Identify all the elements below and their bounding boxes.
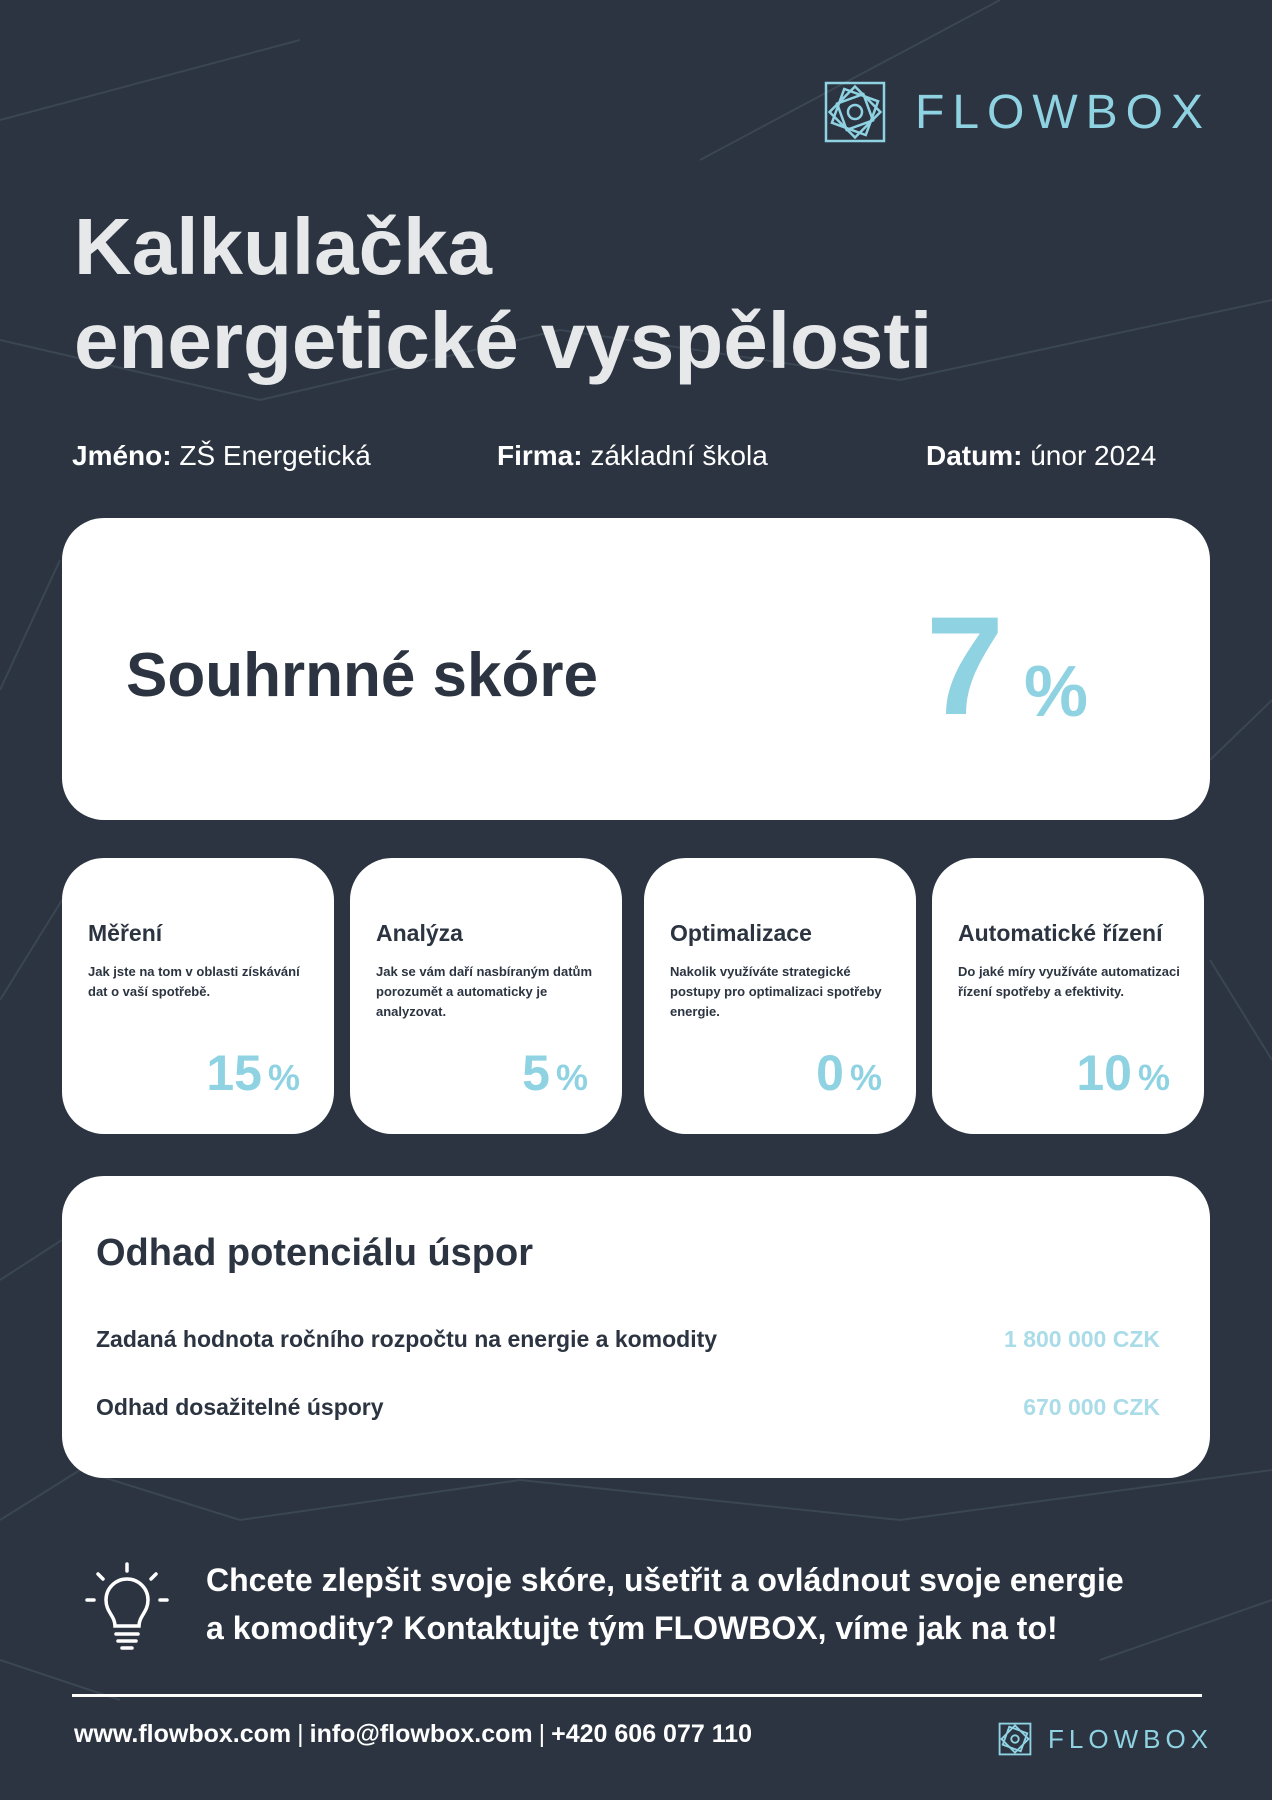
category-description: Jak se vám daří nasbíraným datům porozumět a automaticky je analyzovat. <box>376 964 593 1019</box>
category-card-mereni <box>62 858 334 1134</box>
meta-name-value: ZŠ Energetická <box>179 440 371 471</box>
category-score-unit: % <box>849 1057 882 1098</box>
category-score-value: 15 <box>206 1045 262 1101</box>
category-title: Automatické řízení <box>958 920 1163 946</box>
meta-company <box>497 440 768 472</box>
summary-score-unit: % <box>1024 652 1089 732</box>
category-title: Analýza <box>376 920 463 946</box>
category-card-optimalizace <box>644 858 916 1134</box>
meta-date-value: únor 2024 <box>1030 440 1157 471</box>
savings-row-label: Zadaná hodnota ročního rozpočtu na energie a komodity <box>96 1326 718 1352</box>
category-score <box>206 1044 300 1102</box>
category-description: Jak jste na tom v oblasti získávání dat o vaší spotřebě. <box>88 964 300 999</box>
meta-name-label: Jméno: <box>72 440 172 471</box>
flowbox-logo-footer <box>998 1722 1213 1756</box>
footer-phone-link[interactable]: +420 606 077 110 <box>551 1720 753 1748</box>
category-score <box>816 1044 882 1102</box>
meta-date <box>926 440 1156 472</box>
category-score-value: 0 <box>816 1045 844 1101</box>
title-line-1: Kalkulačka <box>74 202 493 291</box>
cta-line-1: Chcete zlepšit svoje skóre, ušetřit a ovládnout svoje energie <box>206 1562 1124 1598</box>
footer-divider <box>72 1694 1202 1697</box>
category-description: Nakolik využíváte strategické postupy pro optimalizaci spotřeby energie. <box>670 964 882 1019</box>
category-score-unit: % <box>555 1057 588 1098</box>
savings-row-label: Odhad dosažitelné úspory <box>96 1394 384 1420</box>
category-score <box>522 1044 588 1102</box>
footer-separator: | <box>538 1720 546 1748</box>
meta-company-value: základní škola <box>590 440 768 471</box>
flowbox-logo-icon <box>998 1722 1032 1756</box>
call-to-action <box>206 1556 1206 1652</box>
summary-score-label: Souhrnné skóre <box>126 641 598 710</box>
flowbox-logo-icon <box>823 80 887 144</box>
meta-name <box>72 440 371 472</box>
category-score-value: 5 <box>522 1045 550 1101</box>
footer-separator: | <box>297 1720 304 1748</box>
savings-row-estimate <box>96 1394 1160 1421</box>
meta-company-label: Firma: <box>497 440 583 471</box>
flowbox-logo-text: FLOWBOX <box>915 85 1212 139</box>
savings-card <box>62 1176 1210 1478</box>
category-title: Optimalizace <box>670 920 812 946</box>
category-card-analyza <box>350 858 622 1134</box>
category-score <box>1076 1044 1170 1102</box>
category-score-unit: % <box>1137 1057 1170 1098</box>
category-description: Do jaké míry využíváte automatizaci řízení spotřeby a efektivity. <box>958 964 1180 999</box>
category-score-unit: % <box>267 1057 300 1098</box>
lightbulb-icon <box>84 1560 170 1656</box>
summary-score-value: 7 <box>926 587 1004 744</box>
savings-title: Odhad potenciálu úspor <box>96 1232 534 1274</box>
footer-contact <box>74 1720 752 1749</box>
savings-row-budget <box>96 1326 1160 1353</box>
category-card-automaticke-rizeni <box>932 858 1204 1134</box>
category-title: Měření <box>88 920 163 946</box>
footer-email-link[interactable]: info@flowbox.com <box>309 1720 533 1748</box>
flowbox-logo <box>823 80 1211 144</box>
cta-line-2: a komodity? Kontaktujte tým FLOWBOX, víme jak na to! <box>206 1610 1058 1646</box>
flowbox-logo-text: FLOWBOX <box>1048 1723 1214 1754</box>
page-title <box>74 200 932 388</box>
title-line-2: energetické vyspělosti <box>74 296 933 385</box>
savings-row-value: 1 800 000 CZK <box>1004 1326 1160 1352</box>
footer-website-link[interactable]: www.flowbox.com <box>74 1720 292 1748</box>
category-score-value: 10 <box>1076 1045 1132 1101</box>
meta-date-label: Datum: <box>926 440 1023 471</box>
savings-row-value: 670 000 CZK <box>1023 1394 1160 1420</box>
